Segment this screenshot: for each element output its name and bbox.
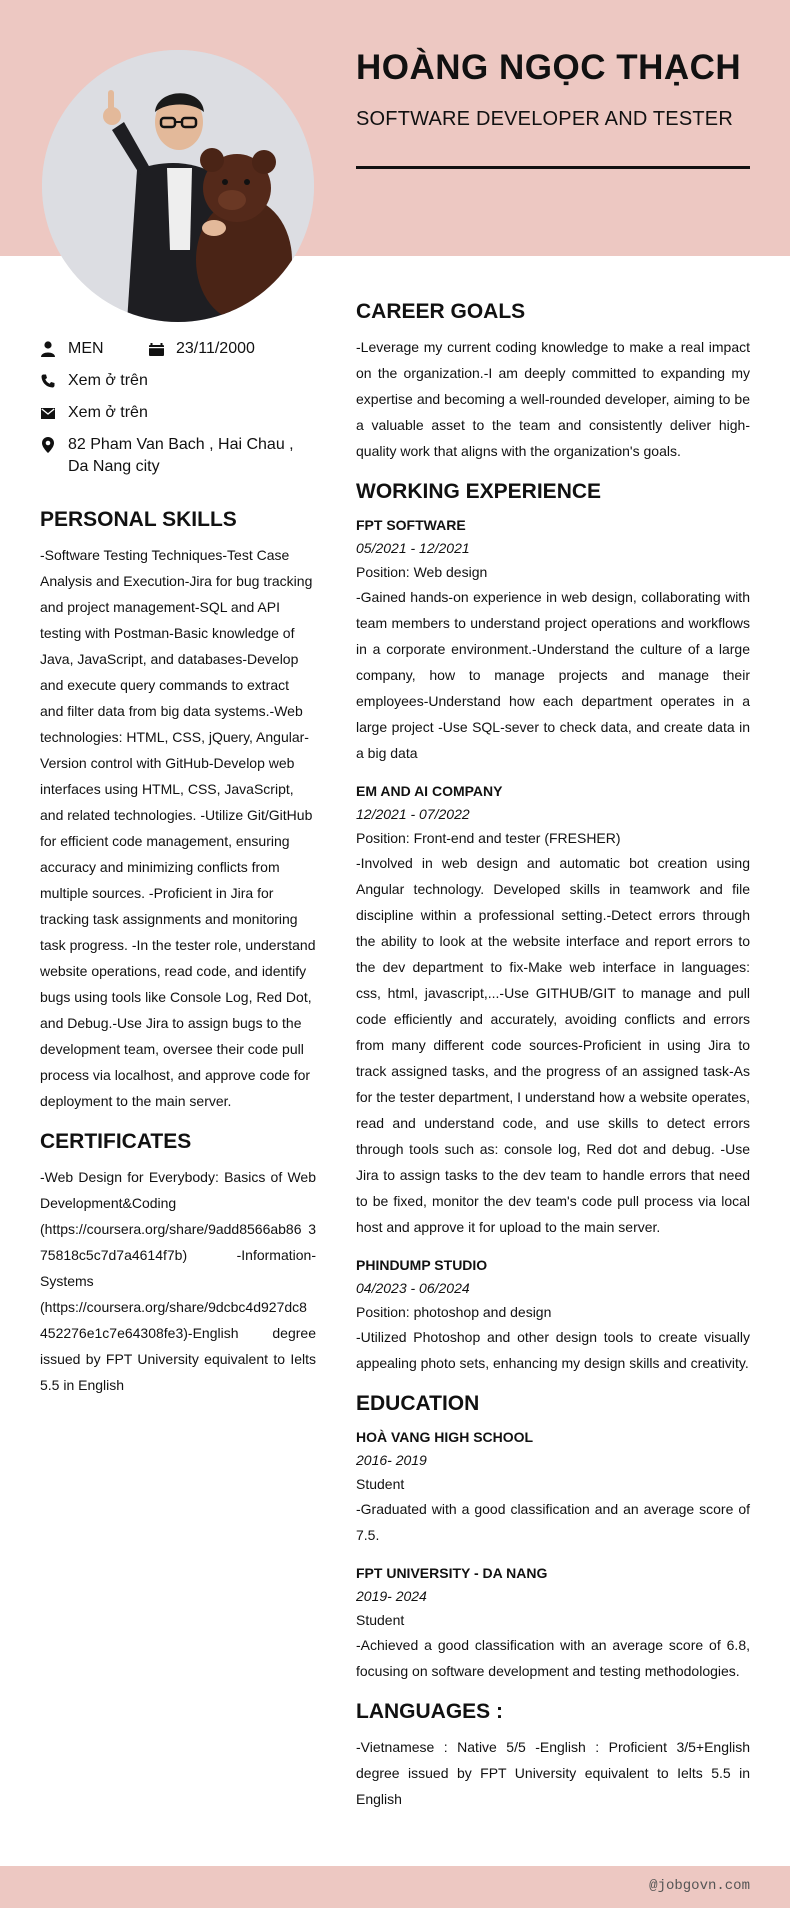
- calendar-icon: [148, 338, 164, 360]
- phone-value: Xem ở trên: [68, 372, 148, 389]
- experience-entry: [356, 780, 750, 1240]
- languages-text: -Vietnamese : Native 5/5 -English : Proficient 3/5+English degree issued by FPT University equivalent to Ielts 5.5 in English: [356, 1739, 750, 1807]
- school-description: -Graduated with a good classification and an average score of 7.5.: [356, 1501, 750, 1543]
- address-value: 82 Pham Van Bach , Hai Chau , Da Nang city: [68, 436, 294, 475]
- experience-title: WORKING EXPERIENCE: [356, 480, 602, 503]
- career-goals-title: CAREER GOALS: [356, 300, 526, 323]
- left-column: [40, 338, 316, 1398]
- person-icon: [40, 338, 56, 360]
- address-row: [40, 434, 316, 478]
- languages-title: LANGUAGES :: [356, 1700, 503, 1723]
- footer-brand: @jobgovn.com: [649, 1878, 750, 1894]
- job-description: -Utilized Photoshop and other design tools to create visually appealing photo sets, enhancing my design skills and creativity.: [356, 1329, 750, 1371]
- company-name: EM AND AI COMPANY: [356, 783, 503, 799]
- school-date: 2019- 2024: [356, 1588, 427, 1604]
- school-name: HOÀ VANG HIGH SCHOOL: [356, 1429, 534, 1445]
- personal-skills-text: -Software Testing Techniques-Test Case Analysis and Execution-Jira for bug tracking and project management-SQL and API testing with Postman-Basic knowledge of Java, JavaScript, and databases-Develop and execute query commands to extract and filter data from big data systems.-Web technologies: HTML, CSS, jQuery, Angular-Version control with GitHub-Develop web interfaces using HTML, CSS, JavaScript, and related technologies. -Utilize Git/GitHub for efficient code management, ensuring accuracy and minimizing conflicts from multiple sources. -Proficient in Jira for tracking task assignments and monitoring task progress. -In the tester role, understand website operations, read code, and identify bugs using tools like Console Log, Red Dot, and Debug.-Use Jira to assign bugs to the development team, oversee their code pull process via localhost, and approve code for deployment to the main server.: [40, 547, 316, 1109]
- phone-icon: [40, 370, 56, 392]
- right-column: [356, 298, 750, 1812]
- job-position: Position: Front-end and tester (FRESHER): [356, 830, 621, 846]
- job-description: -Gained hands-on experience in web design, collaborating with team members to understand project operations and workflows in a corporate environment.-Understand the culture of a large company, how to manage projects and manage their employees-Understand how each department operates in a large project -Use SQL-sever to check data, and create data in a big data: [356, 589, 750, 761]
- company-name: PHINDUMP STUDIO: [356, 1257, 488, 1273]
- job-position: Position: photoshop and design: [356, 1304, 552, 1320]
- school-name: FPT UNIVERSITY - DA NANG: [356, 1565, 548, 1581]
- email-value: Xem ở trên: [68, 404, 148, 421]
- education-entry: [356, 1426, 750, 1548]
- school-role: Student: [356, 1612, 405, 1628]
- job-date: 12/2021 - 07/2022: [356, 806, 470, 822]
- portrait-illustration: [42, 50, 314, 322]
- birthday-value: 23/11/2000: [176, 340, 255, 357]
- footer-band: [0, 1866, 790, 1908]
- experience-entry: [356, 1254, 750, 1376]
- profile-photo: [42, 50, 314, 322]
- school-role: Student: [356, 1476, 405, 1492]
- header-divider: [356, 166, 750, 169]
- job-date: 05/2021 - 12/2021: [356, 540, 470, 556]
- candidate-role: SOFTWARE DEVELOPER AND TESTER: [356, 108, 733, 130]
- gender-birthday-row: [40, 338, 316, 360]
- experience-entry: [356, 514, 750, 766]
- phone-row: [40, 370, 316, 392]
- education-title: EDUCATION: [356, 1392, 480, 1415]
- education-entry: [356, 1562, 750, 1684]
- email-icon: [40, 402, 56, 424]
- school-description: -Achieved a good classification with an average score of 6.8, focusing on software development and testing methodologies.: [356, 1637, 750, 1679]
- email-row: [40, 402, 316, 424]
- personal-skills-title: PERSONAL SKILLS: [40, 508, 237, 531]
- candidate-name: HOÀNG NGỌC THẠCH: [356, 48, 742, 87]
- school-date: 2016- 2019: [356, 1452, 427, 1468]
- career-goals-text: -Leverage my current coding knowledge to make a real impact on the organization.-I am deeply committed to expanding my expertise and becoming a well-rounded developer, aiming to be a valuable asset to the team and consistently deliver high-quality work that aligns with the organization's goals.: [356, 339, 750, 459]
- certificates-title: CERTIFICATES: [40, 1130, 192, 1153]
- job-position: Position: Web design: [356, 564, 488, 580]
- certificates-text: -Web Design for Everybody: Basics of Web Development&Coding (https://coursera.org/share/9add8566ab86 3 75818c5c7d7a4614f7b) -Information-Systems (https://coursera.org/share/9dcbc4d927dc8 452276e1c7e64308fe3)-English degree issued by FPT University equivalent to Ielts 5.5 in English: [40, 1169, 316, 1393]
- location-icon: [40, 434, 56, 456]
- company-name: FPT SOFTWARE: [356, 517, 466, 533]
- gender-value: MEN: [68, 340, 104, 357]
- job-description: -Involved in web design and automatic bot creation using Angular technology. Developed skills in teamwork and file discipline within a professional setting.-Detect errors through the ability to look at the website interface and report errors to the dev department to fix-Make web interface in languages: css, html, javascript,...-Use GITHUB/GIT to manage and pull code efficiently and accurately, avoiding conflicts and errors from many different code sources-Proficient in using Jira to track assigned tasks, and the progress of an assigned task-As for the tester department, I understand how a website operates, read and understand code, and use skills to detect errors through tools such as: console log, Red dot and debug. -Use Jira to assign tasks to the dev team to handle errors that need to be fixed, monitor the dev team's code pull process via local host and approve it for upload to the main server.: [356, 855, 750, 1235]
- job-date: 04/2023 - 06/2024: [356, 1280, 470, 1296]
